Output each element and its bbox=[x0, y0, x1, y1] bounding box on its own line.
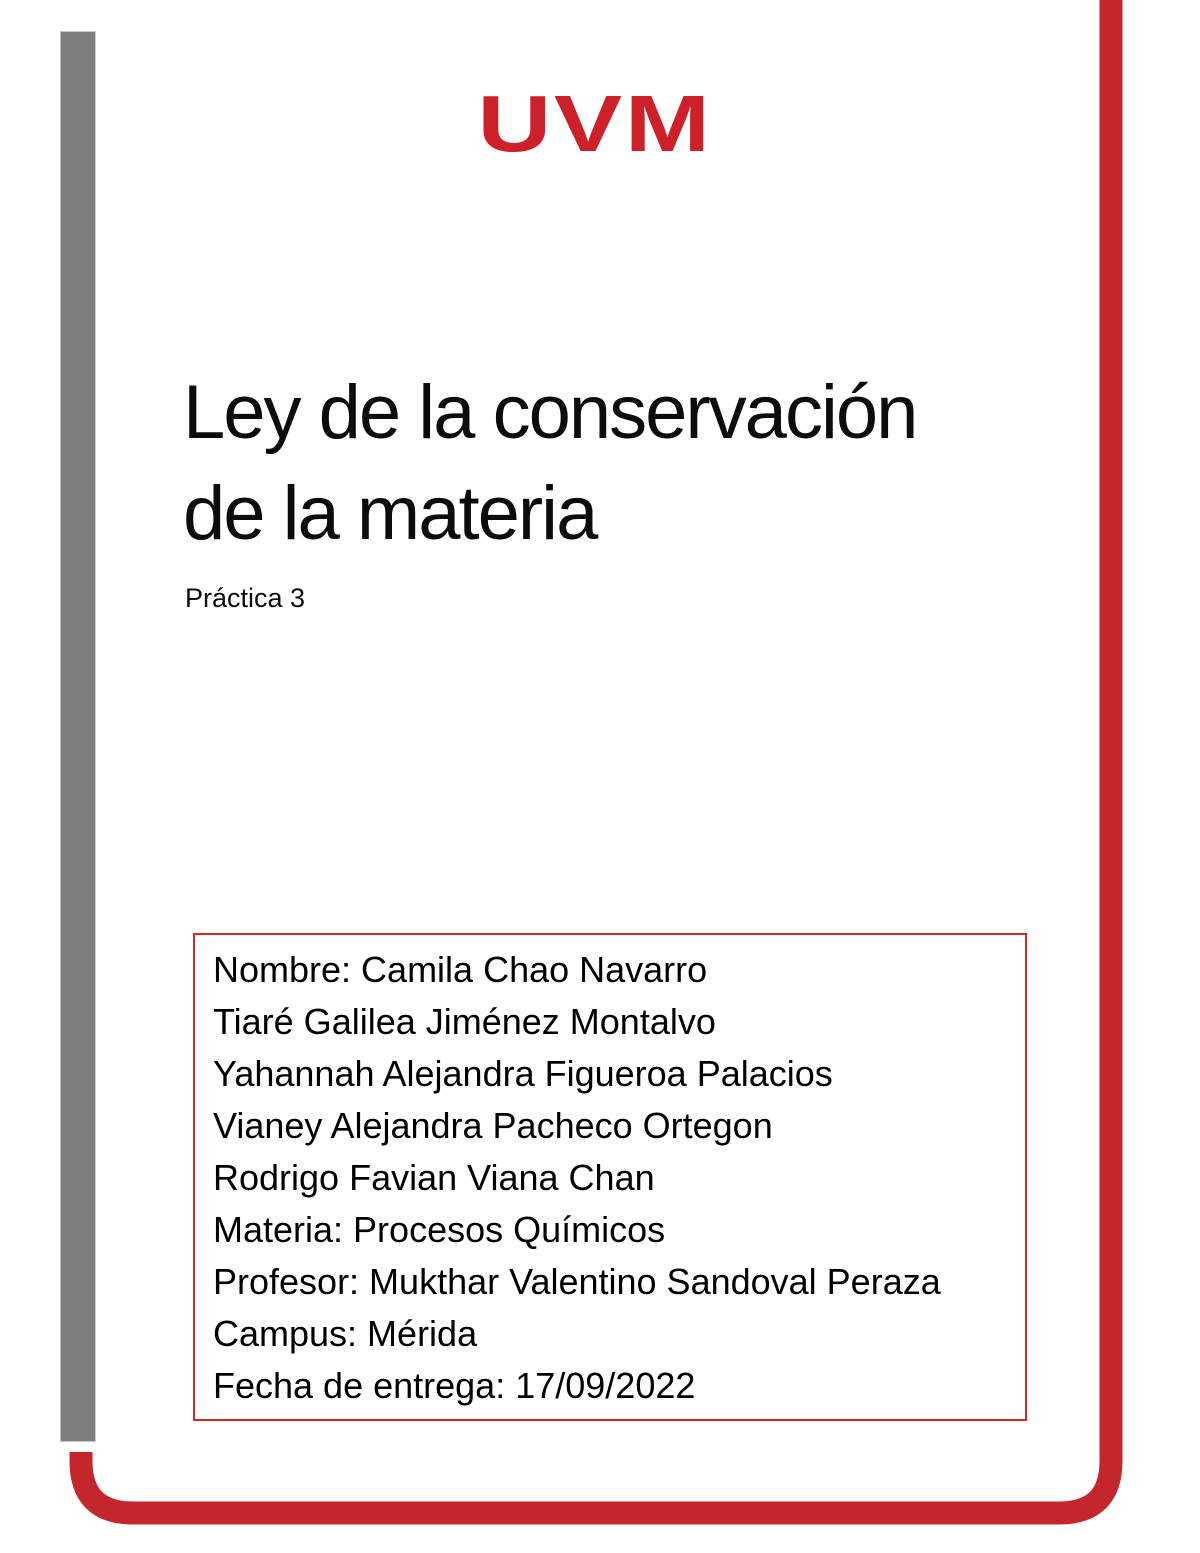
title-block bbox=[183, 362, 1013, 564]
info-line: Campus: Mérida bbox=[213, 1313, 478, 1354]
info-line: Yahannah Alejandra Figueroa Palacios bbox=[213, 1053, 833, 1094]
info-line: Profesor: Mukthar Valentino Sandoval Peraza bbox=[213, 1261, 941, 1302]
info-line: Fecha de entrega: 17/09/2022 bbox=[213, 1365, 696, 1406]
gray-sidebar-bar bbox=[60, 31, 96, 1442]
info-box bbox=[193, 933, 1027, 1421]
info-line: Vianey Alejandra Pacheco Ortegon bbox=[213, 1105, 773, 1146]
document-title-line-2: de la materia bbox=[183, 471, 597, 556]
uvm-logo: UVM bbox=[477, 79, 713, 168]
info-line: Materia: Procesos Químicos bbox=[213, 1209, 666, 1250]
info-line: Nombre: Camila Chao Navarro bbox=[213, 949, 708, 990]
info-line: Tiaré Galilea Jiménez Montalvo bbox=[213, 1001, 716, 1042]
document-subtitle: Práctica 3 bbox=[185, 583, 306, 613]
document-title-line-1: Ley de la conservación bbox=[183, 370, 917, 455]
info-line: Rodrigo Favian Viana Chan bbox=[213, 1157, 655, 1198]
